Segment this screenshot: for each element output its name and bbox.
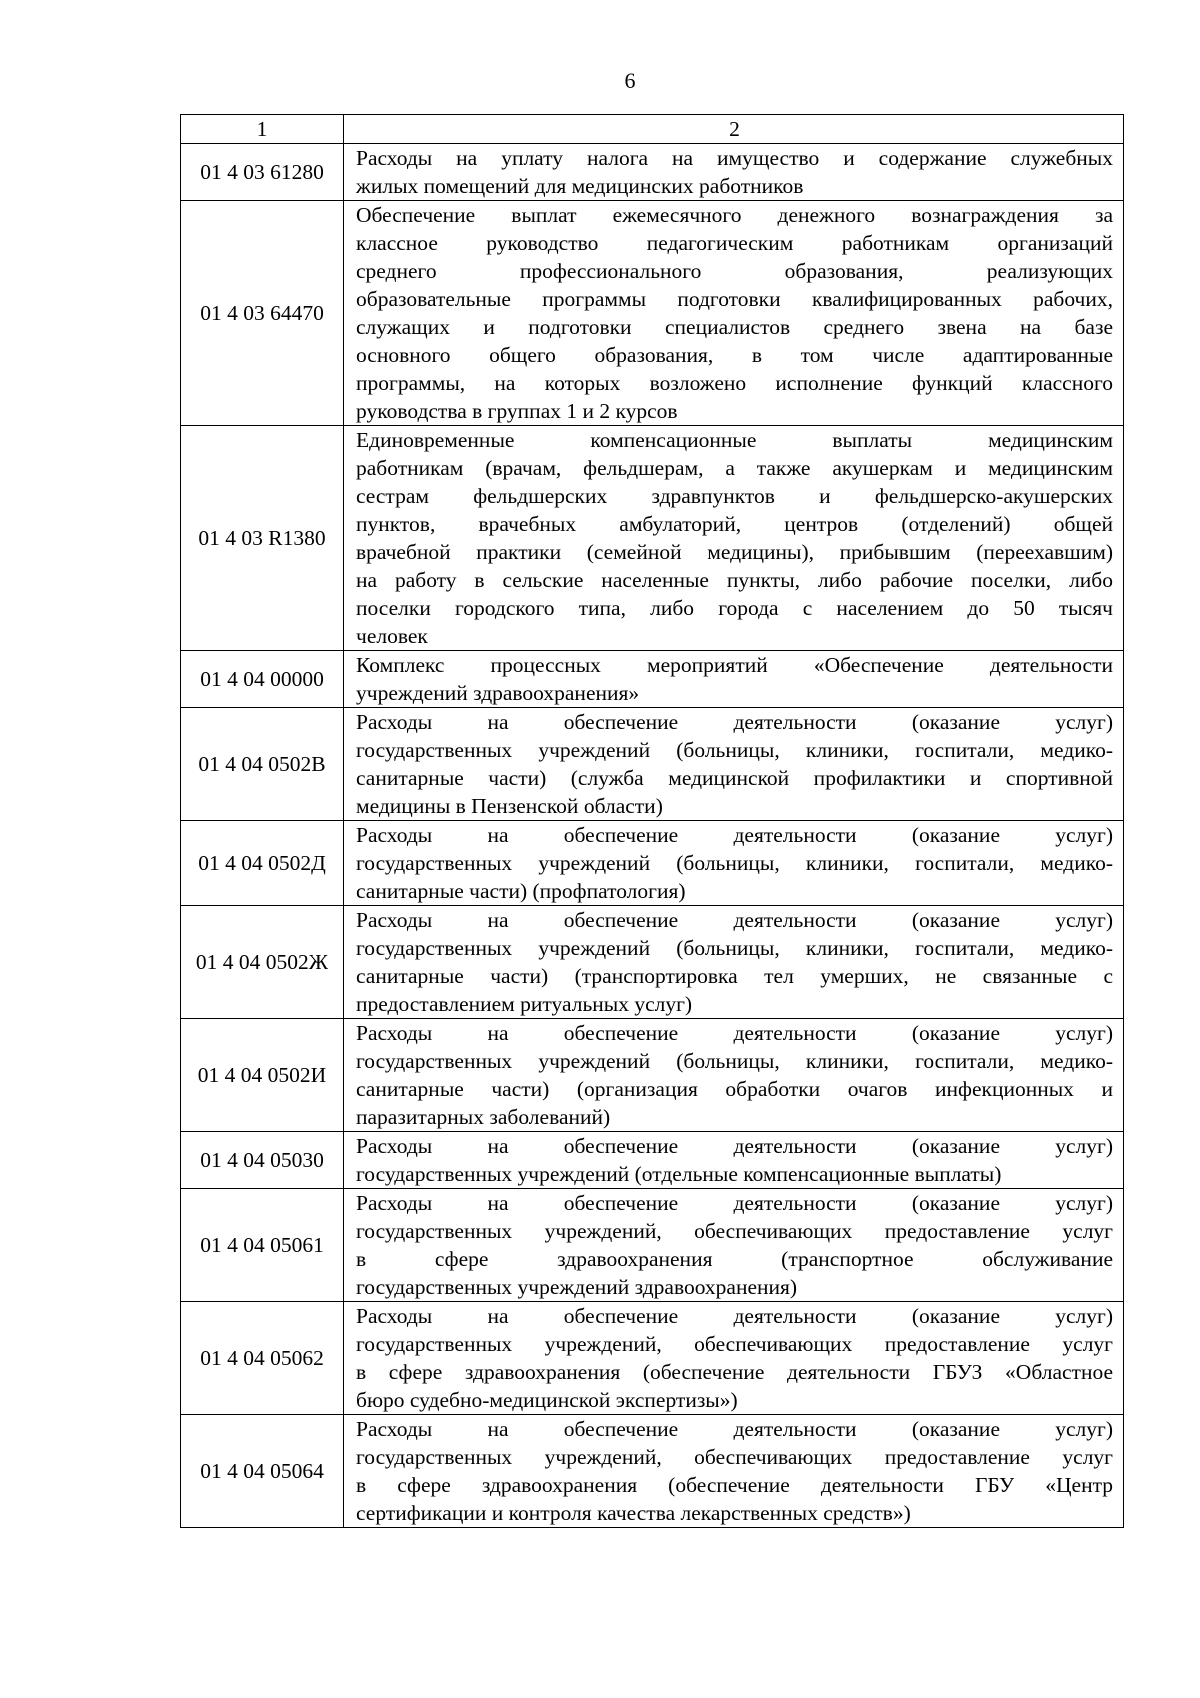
description-line: Расходы на обеспечение деятельности (оказание услуг) [356,1021,1113,1045]
table-header-row [181,115,1124,144]
description-line: Единовременные компенсационные выплаты медицинским [356,428,1113,452]
description-line: Расходы на обеспечение деятельности (оказание услуг) [356,823,1113,847]
table-row [181,201,1124,426]
description-line: Расходы на обеспечение деятельности (оказание услуг) [356,1417,1113,1441]
table-row [181,1132,1124,1189]
budget-classification-table [180,114,1124,1528]
expense-description-cell [344,651,1124,708]
budget-code-cell: 01 4 04 0502Ж [181,906,344,1019]
description-line: врачебной практики (семейной медицины), прибывшим (переехавшим) [356,540,1113,564]
description-line: Расходы на обеспечение деятельности (оказание услуг) [356,1191,1113,1215]
description-line: санитарные части) (служба медицинской профилактики и спортивной [356,766,1113,790]
description-line: государственных учреждений, обеспечивающих предоставление услуг [356,1332,1113,1356]
expense-description-cell [344,1302,1124,1415]
expense-description-cell [344,1132,1124,1189]
description-line: Обеспечение выплат ежемесячного денежного вознаграждения за [356,203,1113,227]
description-line: основного общего образования, в том числе адаптированные [356,343,1113,367]
description-line: на работу в сельские населенные пункты, либо рабочие поселки, либо [356,568,1113,592]
description-line: государственных учреждений (больницы, клиники, госпитали, медико- [356,936,1113,960]
description-line: Расходы на обеспечение деятельности (оказание услуг) [356,908,1113,932]
expense-description-cell [344,1019,1124,1132]
expense-description-cell [344,1189,1124,1302]
budget-code-cell: 01 4 03 61280 [181,144,344,201]
column-2-header: 2 [344,115,1124,144]
expense-description-cell [344,426,1124,651]
table-row [181,821,1124,906]
description-line: государственных учреждений (больницы, клиники, госпитали, медико- [356,738,1113,762]
budget-code-cell: 01 4 04 05030 [181,1132,344,1189]
description-line: в сфере здравоохранения (обеспечение деятельности ГБУ «Центр [356,1473,1113,1497]
budget-code-cell: 01 4 03 R1380 [181,426,344,651]
description-line: служащих и подготовки специалистов среднего звена на базе [356,315,1113,339]
description-line: классное руководство педагогическим работникам организаций [356,231,1113,255]
table-row [181,426,1124,651]
description-line: государственных учреждений (отдельные компенсационные выплаты) [356,1162,1002,1186]
description-line: среднего профессионального образования, реализующих [356,259,1113,283]
description-line: в сфере здравоохранения (обеспечение деятельности ГБУЗ «Областное [356,1360,1113,1384]
expense-description-cell [344,201,1124,426]
description-line: человек [356,624,428,648]
description-line: в сфере здравоохранения (транспортное обслуживание [356,1247,1113,1271]
expense-description-cell [344,821,1124,906]
expense-description-cell [344,708,1124,821]
description-line: сертификации и контроля качества лекарственных средств») [356,1501,911,1525]
description-line: предоставлением ритуальных услуг) [356,992,693,1016]
description-line: учреждений здравоохранения» [356,681,640,705]
description-line: жилых помещений для медицинских работников [356,174,804,198]
description-line: государственных учреждений, обеспечивающих предоставление услуг [356,1219,1113,1243]
description-line: санитарные части) (транспортировка тел умерших, не связанные с [356,964,1113,988]
table-row [181,651,1124,708]
column-1-header: 1 [181,115,344,144]
description-line: паразитарных заболеваний) [356,1105,611,1129]
description-line: руководства в группах 1 и 2 курсов [356,399,678,423]
table-row [181,144,1124,201]
expense-description-cell [344,906,1124,1019]
expense-description-cell [344,1415,1124,1528]
description-line: Расходы на обеспечение деятельности (оказание услуг) [356,1134,1113,1158]
description-line: образовательные программы подготовки квалифицированных рабочих, [356,287,1113,311]
budget-code-cell: 01 4 04 00000 [181,651,344,708]
budget-code-cell: 01 4 03 64470 [181,201,344,426]
page-number: 6 [624,68,636,93]
budget-code-cell: 01 4 04 05062 [181,1302,344,1415]
table-row [181,1415,1124,1528]
budget-code-cell: 01 4 04 0502Д [181,821,344,906]
description-line: Расходы на уплату налога на имущество и содержание служебных [356,146,1113,170]
budget-code-cell: 01 4 04 05064 [181,1415,344,1528]
table-row [181,1302,1124,1415]
description-line: программы, на которых возложено исполнение функций классного [356,371,1113,395]
description-line: пунктов, врачебных амбулаторий, центров (отделений) общей [356,512,1113,536]
budget-code-cell: 01 4 04 05061 [181,1189,344,1302]
table-row [181,1019,1124,1132]
description-line: Расходы на обеспечение деятельности (оказание услуг) [356,1304,1113,1328]
expense-description-cell [344,144,1124,201]
description-line: государственных учреждений (больницы, клиники, госпитали, медико- [356,1049,1113,1073]
description-line: государственных учреждений (больницы, клиники, госпитали, медико- [356,851,1113,875]
table-body [181,115,1124,1528]
budget-code-cell: 01 4 04 0502И [181,1019,344,1132]
description-line: работникам (врачам, фельдшерам, а также акушеркам и медицинским [356,456,1113,480]
description-line: санитарные части) (организация обработки очагов инфекционных и [356,1077,1113,1101]
table-row [181,906,1124,1019]
description-line: бюро судебно-медицинской экспертизы») [356,1388,738,1412]
description-line: государственных учреждений, обеспечивающих предоставление услуг [356,1445,1113,1469]
table-row [181,1189,1124,1302]
table-row [181,708,1124,821]
description-line: Расходы на обеспечение деятельности (оказание услуг) [356,710,1113,734]
description-line: поселки городского типа, либо города с населением до 50 тысяч [356,596,1113,620]
budget-code-cell: 01 4 04 0502В [181,708,344,821]
description-line: медицины в Пензенской области) [356,794,663,818]
description-line: сестрам фельдшерских здравпунктов и фельдшерско-акушерских [356,484,1113,508]
description-line: санитарные части) (профпатология) [356,879,686,903]
description-line: Комплекс процессных мероприятий «Обеспечение деятельности [356,653,1113,677]
description-line: государственных учреждений здравоохранения) [356,1275,798,1299]
